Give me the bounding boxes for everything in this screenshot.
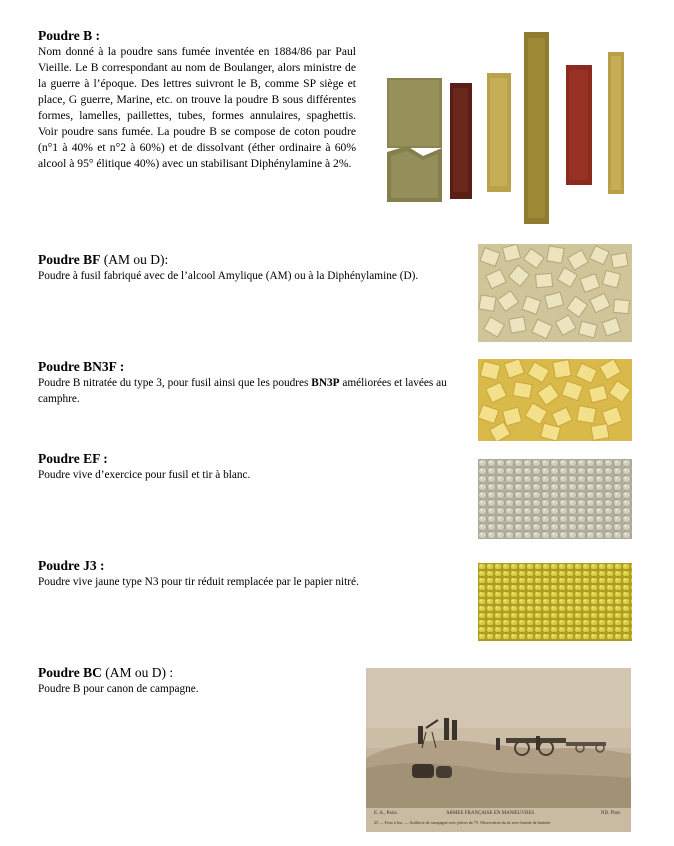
section-title xyxy=(38,28,356,44)
section-text: Poudre vive d’exercice pour fusil et tir à blanc. xyxy=(38,469,251,481)
text-before: Poudre B nitratée du type 3, pour fusil ainsi que les poudres xyxy=(38,377,312,389)
section-poudre-ef xyxy=(38,451,458,483)
section-title-bold: Poudre J3 : xyxy=(38,558,105,573)
postcard-caption-title: ARMEE FRANÇAISE EN MANŒUVRES xyxy=(446,811,535,816)
section-title-bold: Poudre BC xyxy=(38,665,102,680)
postcard-left-corner: E. A., Paris. xyxy=(374,811,398,816)
postcard-right-corner: ND. Phot. xyxy=(600,811,621,816)
section-title-rest: (AM ou D): xyxy=(100,252,169,267)
section-title-bold: Poudre BN3F : xyxy=(38,359,125,374)
section-title xyxy=(38,252,468,268)
section-poudre-b xyxy=(38,28,356,172)
powder-strips-photo xyxy=(383,30,633,226)
section-title xyxy=(38,558,458,574)
bf-flakes-photo xyxy=(478,244,632,342)
section-title-bold: Poudre BF xyxy=(38,252,101,267)
section-title xyxy=(38,359,458,375)
ef-grains-photo xyxy=(478,459,632,539)
section-text xyxy=(38,375,458,407)
postcard-caption-line: 25 — Feux à feu. — Artillerie de campagne avec pièces de 75. Observation du tir avec lunette de batterie xyxy=(374,820,551,825)
section-title xyxy=(38,665,338,681)
section-poudre-bc xyxy=(38,665,338,697)
section-title-bold: Poudre B : xyxy=(38,28,101,43)
section-text: Poudre B pour canon de campagne. xyxy=(38,683,199,695)
text-after: améliorées et lavées au camphre. xyxy=(38,377,447,405)
section-text: Nom donné à la poudre sans fumée inventée en 1884/86 par Paul Vieille. Le B correspondant au nom de Boulanger, alors ministre de la guerre à l’époque. Des lettres suivront le B, comme SP siège et place, G guerre, Marine, etc. on trouve la poudre B sous différentes formes, lamelles, paillettes, tubes, formes annulaires, spaghettis. Voir poudre sans fumée. La poudre B se compose de coton poudre (n°1 à 40% et n°2 à 60%) et de dissolvant (éther ordinaire à 60% alcool à 95° élitique 40%) avec un stabilisant Diphénylamine à 2%. xyxy=(38,45,356,170)
section-poudre-j3 xyxy=(38,558,458,590)
section-title xyxy=(38,451,458,467)
section-text: Poudre vive jaune type N3 pour tir réduit remplacée par le papier nitré. xyxy=(38,576,359,588)
section-title-bold: Poudre EF : xyxy=(38,451,108,466)
artillery-postcard-photo xyxy=(366,668,631,832)
section-title-rest: (AM ou D) : xyxy=(101,665,174,680)
text-bold: BN3P xyxy=(311,377,340,389)
section-text: Poudre à fusil fabriqué avec de l’alcool Amylique (AM) ou à la Diphénylamine (D). xyxy=(38,270,419,282)
section-poudre-bn3f xyxy=(38,359,458,407)
j3-grains-photo xyxy=(478,563,632,641)
section-poudre-bf xyxy=(38,252,468,284)
bn3f-flakes-photo xyxy=(478,359,632,441)
